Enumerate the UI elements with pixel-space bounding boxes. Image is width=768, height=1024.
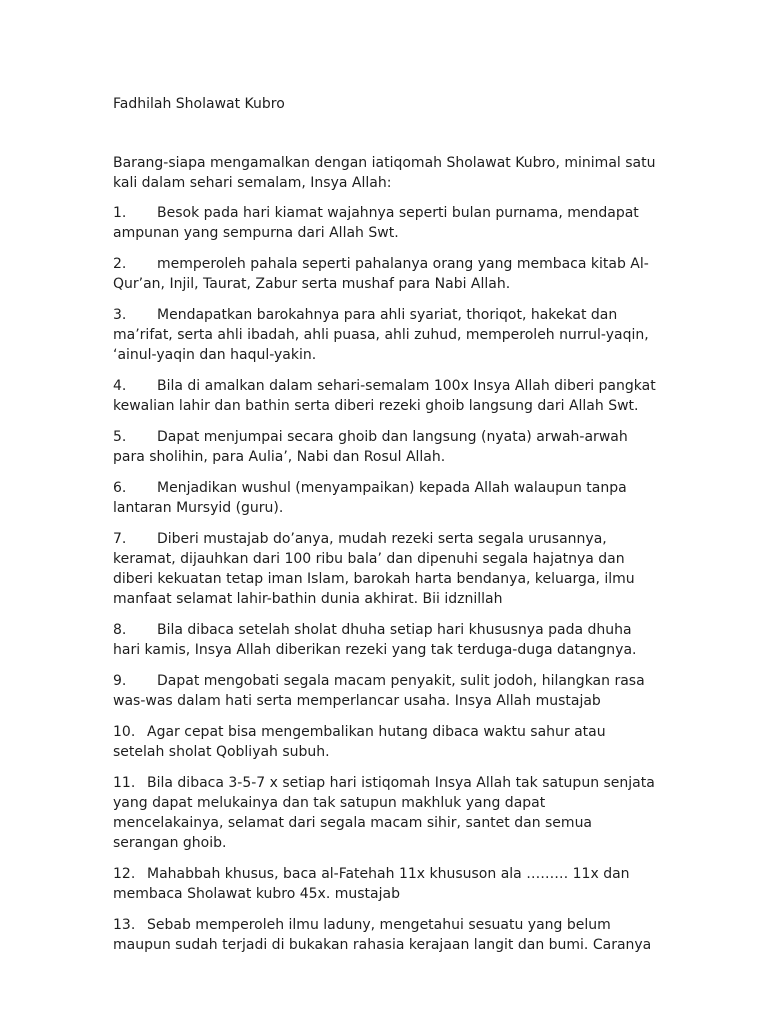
- item-number: 10.: [113, 724, 136, 740]
- intro-paragraph: Barang-siapa mengamalkan dengan iatiqomah Sholawat Kubro, minimal satu kali dalam sehari semalam, Insya Allah:: [113, 155, 656, 191]
- item-text: Dapat mengobati segala macam penyakit, sulit jodoh, hilangkan rasa was-was dalam hati serta memperlancar usaha. Insya Allah mustajab: [113, 673, 645, 709]
- item-number: 9.: [113, 673, 127, 689]
- list-item: [113, 376, 658, 416]
- list-item: [113, 864, 658, 904]
- list-item: [113, 203, 658, 243]
- item-number: 3.: [113, 307, 127, 323]
- document-page: [113, 94, 658, 955]
- item-text: Mahabbah khusus, baca al-Fatehah 11x khususon ala ……… 11x dan membaca Sholawat kubro 45x. mustajab: [113, 866, 630, 902]
- item-text: Sebab memperoleh ilmu laduny, mengetahui sesuatu yang belum maupun sudah terjadi di bukakan rahasia kerajaan langit dan bumi. Caranya: [113, 917, 652, 953]
- list-item: [113, 773, 658, 853]
- benefit-list: [113, 203, 658, 955]
- list-item: [113, 620, 658, 660]
- item-number: 8.: [113, 622, 127, 638]
- item-number: 2.: [113, 256, 127, 272]
- item-number: 11.: [113, 775, 136, 791]
- item-text: Diberi mustajab do’anya, mudah rezeki serta segala urusannya, keramat, dijauhkan dari 100 ribu bala’ dan dipenuhi segala hajatnya dan diberi kekuatan tetap iman Islam, barokah harta bendanya, keluarga, ilmu manfaat selamat lahir-bathin dunia akhirat. Bii idznillah: [113, 531, 635, 607]
- item-text: Menjadikan wushul (menyampaikan) kepada Allah walaupun tanpa lantaran Mursyid (guru).: [113, 480, 627, 516]
- list-item: [113, 529, 658, 609]
- item-number: 1.: [113, 205, 127, 221]
- item-text: memperoleh pahala seperti pahalanya orang yang membaca kitab Al-Qur’an, Injil, Taurat, Zabur serta mushaf para Nabi Allah.: [113, 256, 649, 292]
- item-number: 12.: [113, 866, 136, 882]
- item-number: 13.: [113, 917, 136, 933]
- item-text: Bila dibaca setelah sholat dhuha setiap hari khususnya pada dhuha hari kamis, Insya Allah diberikan rezeki yang tak terduga-duga datangnya.: [113, 622, 637, 658]
- list-item: [113, 671, 658, 711]
- item-number: 6.: [113, 480, 127, 496]
- item-text: Besok pada hari kiamat wajahnya seperti bulan purnama, mendapat ampunan yang sempurna dari Allah Swt.: [113, 205, 639, 241]
- item-text: Bila di amalkan dalam sehari-semalam 100x Insya Allah diberi pangkat kewalian lahir dan bathin serta diberi rezeki ghoib langsung dari Allah Swt.: [113, 378, 656, 414]
- list-item: [113, 254, 658, 294]
- item-text: Bila dibaca 3-5-7 x setiap hari istiqomah Insya Allah tak satupun senjata yang dapat melukainya dan tak satupun makhluk yang dapat mencelakainya, selamat dari segala macam sihir, santet dan semua serangan ghoib.: [113, 775, 655, 851]
- list-item: [113, 305, 658, 365]
- item-number: 5.: [113, 429, 127, 445]
- item-text: Agar cepat bisa mengembalikan hutang dibaca waktu sahur atau setelah sholat Qobliyah subuh.: [113, 724, 606, 760]
- list-item: [113, 478, 658, 518]
- list-item: [113, 427, 658, 467]
- list-item: [113, 722, 658, 762]
- item-text: Mendapatkan barokahnya para ahli syariat, thoriqot, hakekat dan ma’rifat, serta ahli ibadah, ahli puasa, ahli zuhud, memperoleh nurrul-yaqin, ‘ainul-yaqin dan haqul-yakin.: [113, 307, 649, 363]
- document-title: Fadhilah Sholawat Kubro: [113, 96, 285, 112]
- item-text: Dapat menjumpai secara ghoib dan langsung (nyata) arwah-arwah para sholihin, para Aulia’, Nabi dan Rosul Allah.: [113, 429, 628, 465]
- list-item: [113, 915, 658, 955]
- item-number: 7.: [113, 531, 127, 547]
- item-number: 4.: [113, 378, 127, 394]
